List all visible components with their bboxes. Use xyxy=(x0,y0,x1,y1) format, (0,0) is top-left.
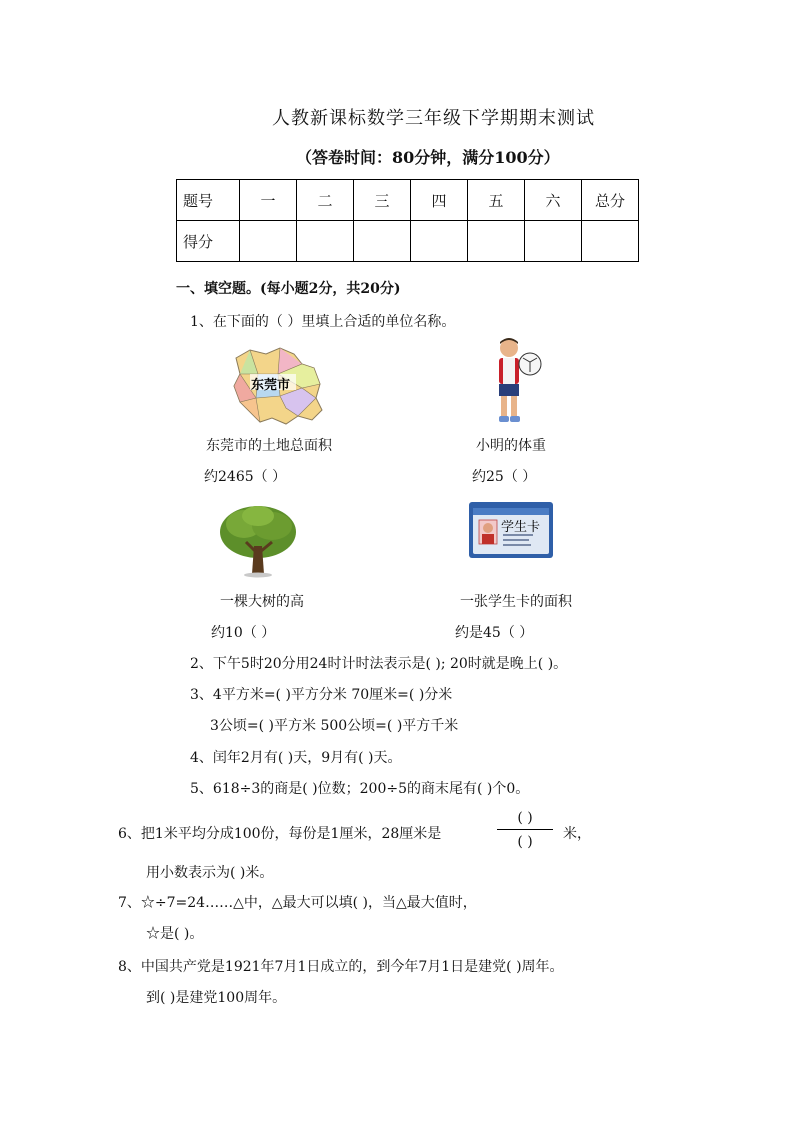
table-header-cell: 五 xyxy=(468,180,525,221)
question-7-line2: ☆是( )。 xyxy=(146,926,204,942)
fraction-bar xyxy=(497,829,553,830)
table-header-cell: 总分 xyxy=(582,180,639,221)
score-cell[interactable] xyxy=(354,221,411,262)
answer-land-area: 约2465（ ） xyxy=(204,469,287,485)
caption-card-area: 一张学生卡的面积 xyxy=(460,594,572,610)
answer-tree-height: 约10（ ） xyxy=(211,625,276,641)
card-label: 学生卡 xyxy=(501,520,541,535)
table-row xyxy=(177,180,639,221)
answer-card-area: 约是45（ ） xyxy=(455,625,534,641)
tree-icon xyxy=(218,502,298,578)
question-6-line2: 用小数表示为( )米。 xyxy=(146,865,274,881)
question-3-line2: 3公顷=( )平方米 500公顷=( )平方千米 xyxy=(210,718,459,734)
table-header-cell: 二 xyxy=(297,180,354,221)
caption-tree-height: 一棵大树的高 xyxy=(220,594,304,610)
score-cell[interactable] xyxy=(582,221,639,262)
table-row xyxy=(177,221,639,262)
question-6-unit: 米， xyxy=(563,826,591,842)
question-1: 1、在下面的（ ）里填上合适的单位名称。 xyxy=(190,314,456,330)
page-title: 人教新课标数学三年级下学期期末测试 xyxy=(272,108,595,129)
question-7-line1: 7、☆÷7=24……△中，△最大可以填( )，当△最大值时， xyxy=(118,895,477,911)
score-table xyxy=(176,179,639,262)
page-subtitle: （答卷时间：80分钟，满分100分） xyxy=(296,148,560,167)
section-heading: 一、填空题。(每小题2分，共20分) xyxy=(176,281,401,297)
score-cell[interactable] xyxy=(525,221,582,262)
table-header-cell: 一 xyxy=(240,180,297,221)
score-cell[interactable] xyxy=(240,221,297,262)
question-6-line1: 6、把1米平均分成100份，每份是1厘米，28厘米是 xyxy=(118,826,442,842)
boy-icon xyxy=(490,336,542,428)
question-8-line1: 8、中国共产党是1921年7月1日成立的，到今年7月1日是建党( )周年。 xyxy=(118,959,564,975)
table-header-cell: 三 xyxy=(354,180,411,221)
table-header-cell: 四 xyxy=(411,180,468,221)
score-cell[interactable] xyxy=(297,221,354,262)
table-header-cell: 六 xyxy=(525,180,582,221)
table-header-cell: 题号 xyxy=(177,180,240,221)
question-5: 5、618÷3的商是( )位数；200÷5的商末尾有( )个0。 xyxy=(190,781,530,797)
score-cell[interactable] xyxy=(411,221,468,262)
caption-weight: 小明的体重 xyxy=(476,438,546,454)
answer-weight: 约25（ ） xyxy=(472,469,537,485)
question-2: 2、下午5时20分用24时计时法表示是( ); 20时就是晚上( )。 xyxy=(190,656,568,672)
fraction-denominator: ( ) xyxy=(517,834,533,850)
table-row-label: 得分 xyxy=(177,221,240,262)
question-3-line1: 3、4平方米=( )平方分米 70厘米=( )分米 xyxy=(190,687,453,703)
caption-land-area: 东莞市的土地总面积 xyxy=(206,438,332,454)
map-label: 东莞市 xyxy=(251,378,291,393)
question-8-line2: 到( )是建党100周年。 xyxy=(146,990,287,1006)
student-card-icon xyxy=(469,502,553,558)
score-cell[interactable] xyxy=(468,221,525,262)
fraction-numerator: ( ) xyxy=(517,810,533,826)
question-4: 4、闰年2月有( )天，9月有( )天。 xyxy=(190,750,402,766)
map-icon xyxy=(228,344,328,428)
fraction xyxy=(497,810,553,850)
